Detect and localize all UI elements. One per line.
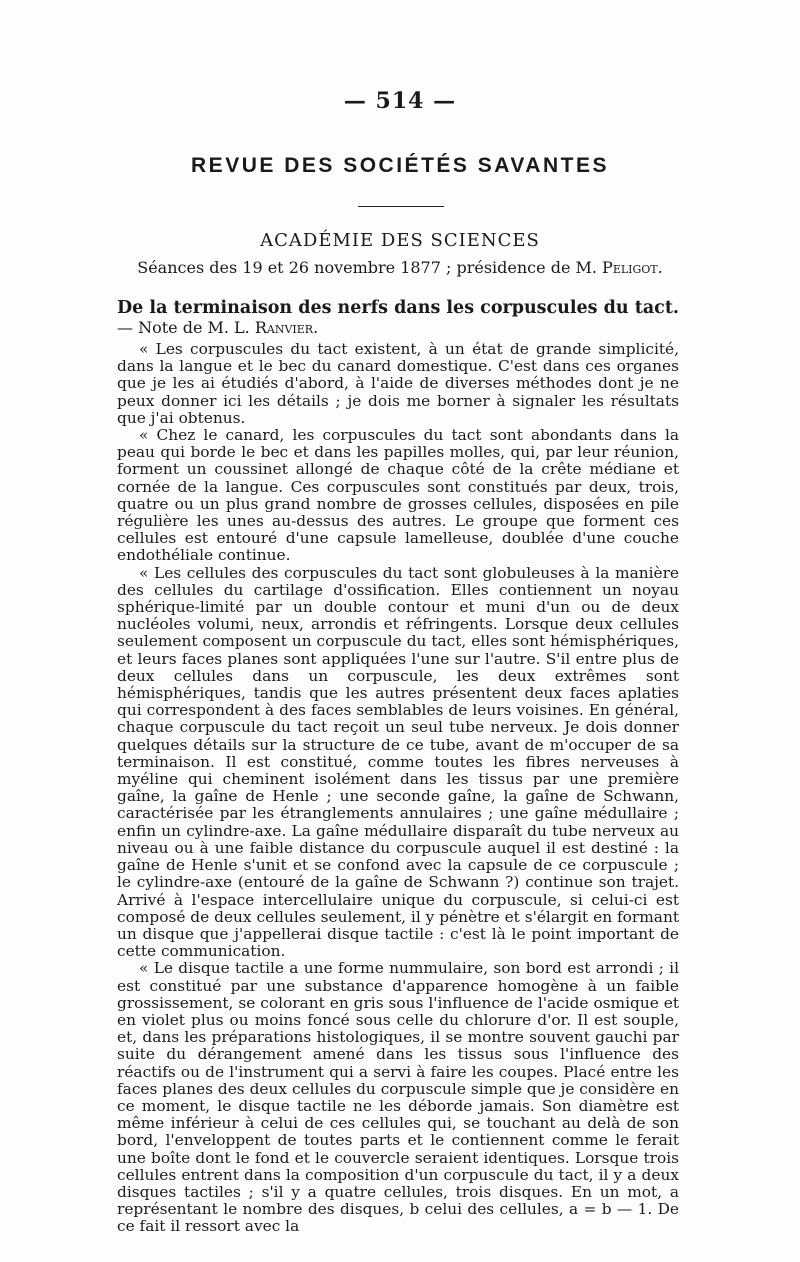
article-author: Ranvier bbox=[254, 318, 314, 337]
paragraph: « Les corpuscules du tact existent, à un état de grande simplicité, dans la langue et le bec du canard domestique. C'est dans ces organes que je les ai étudiés d'abord, à l'aide de diverses méthodes dont je ne peux donner ici les détails ; je dois me borner à signaler les résultats que j'ai obtenus. bbox=[117, 340, 679, 427]
session-end: . bbox=[657, 258, 663, 277]
session-line bbox=[0, 258, 800, 277]
title-rule bbox=[358, 206, 444, 207]
session-text: Séances des 19 et 26 novembre 1877 ; présidence de M. bbox=[137, 258, 603, 277]
article-title-block bbox=[117, 298, 679, 338]
paragraph: « Les cellules des corpuscules du tact sont globuleuses à la manière des cellules du cartilage d'ossification. Elles contiennent un noyau sphérique-limité par un double contour et muni d'un ou de deux nucléoles volumi, neux, arrondis et réfringents. Lorsque deux cellules seulement composent un corpuscule du tact, elles sont hémisphériques, et leurs faces planes sont appliquées l'une sur l'autre. S'il entre plus de deux cellules dans un corpuscule, les deux extrêmes sont hémisphériques, tandis que les autres présentent deux faces aplaties qui correspondent à des faces semblables de leurs voisines. En général, chaque corpuscule du tact reçoit un seul tube nerveux. Je dois donner quelques détails sur la structure de ce tube, avant de m'occuper de sa terminaison. Il est constitué, comme toutes les fibres nerveuses à myéline qui cheminent isolément dans les tissus par une première gaîne, la gaîne de Henle ; une seconde gaîne, la gaîne de Schwann, caractérisée par les étranglements annulaires ; une gaîne médullaire ; enfin un cylindre-axe. La gaîne médullaire disparaît du tube nerveux au niveau ou à une faible distance du corpuscule auquel il est destiné : la gaîne de Henle s'unit et se confond avec la capsule de ce corpuscule ; le cylindre-axe (entouré de la gaîne de Schwann ?) continue son trajet. Arrivé à l'espace intercellulaire unique du corpuscule, si celui-ci est composé de deux cellules seulement, il y pénètre et s'élargit en formant un disque que j'appellerai disque tactile : c'est là le point important de cette communication. bbox=[117, 563, 679, 961]
society-heading: ACADÉMIE DES SCIENCES bbox=[260, 230, 540, 251]
paragraph: « Le disque tactile a une forme nummulaire, son bord est arrondi ; il est constitué par une substance d'apparence homogène à un faible grossissement, se colorant en gris sous l'influence de l'acide osmique et en violet plus ou moins foncé sous celle du chlorure d'or. Il est souple, et, dans les préparations histologiques, il se montre souvent gauchi par suite du dérangement amené dans les tissus sous l'influence des réactifs ou de l'instrument qui a servi à faire les coupes. Placé entre les faces planes des deux cellules du corpuscule simple que je considère en ce moment, le disque tactile ne les déborde jamais. Son diamètre est même inférieur à celui de ces cellules qui, se touchant au delà de son bord, l'enveloppent de toutes parts et le contiennent comme le ferait une boîte dont le fond et le couvercle seraient identiques. Lorsque trois cellules entrent dans la composition d'un corpuscule du tact, il y a deux disques tactiles ; s'il y a quatre cellules, trois disques. En un mot, a représentant le nombre des disques, b celui des cellules, a = b — 1. De ce fait il ressort avec la bbox=[117, 959, 679, 1236]
article-note-prefix: — Note de M. L. bbox=[117, 318, 255, 337]
paragraph: « Chez le canard, les corpuscules du tact sont abondants dans la peau qui borde le bec et dans les papilles molles, qui, par leur réunion, forment un coussinet allongé de chaque côté de la crête médiane et cornée de la langue. Ces corpuscules sont constitués par deux, trois, quatre ou un plus grand nombre de grosses cellules, disposées en pile régulière les unes au-dessus des autres. Le groupe que forment ces cellules est entouré d'une capsule lamelleuse, doublée d'une couche endothéliale continue. bbox=[117, 426, 679, 565]
journal-title: REVUE DES SOCIÉTÉS SAVANTES bbox=[191, 154, 609, 177]
article-note-suffix: . bbox=[313, 318, 319, 337]
president-name: Peligot bbox=[602, 258, 658, 277]
article-title: De la terminaison des nerfs dans les corpuscules du tact. bbox=[117, 298, 679, 318]
page-number: — 514 — bbox=[343, 88, 457, 114]
article bbox=[117, 298, 679, 1236]
